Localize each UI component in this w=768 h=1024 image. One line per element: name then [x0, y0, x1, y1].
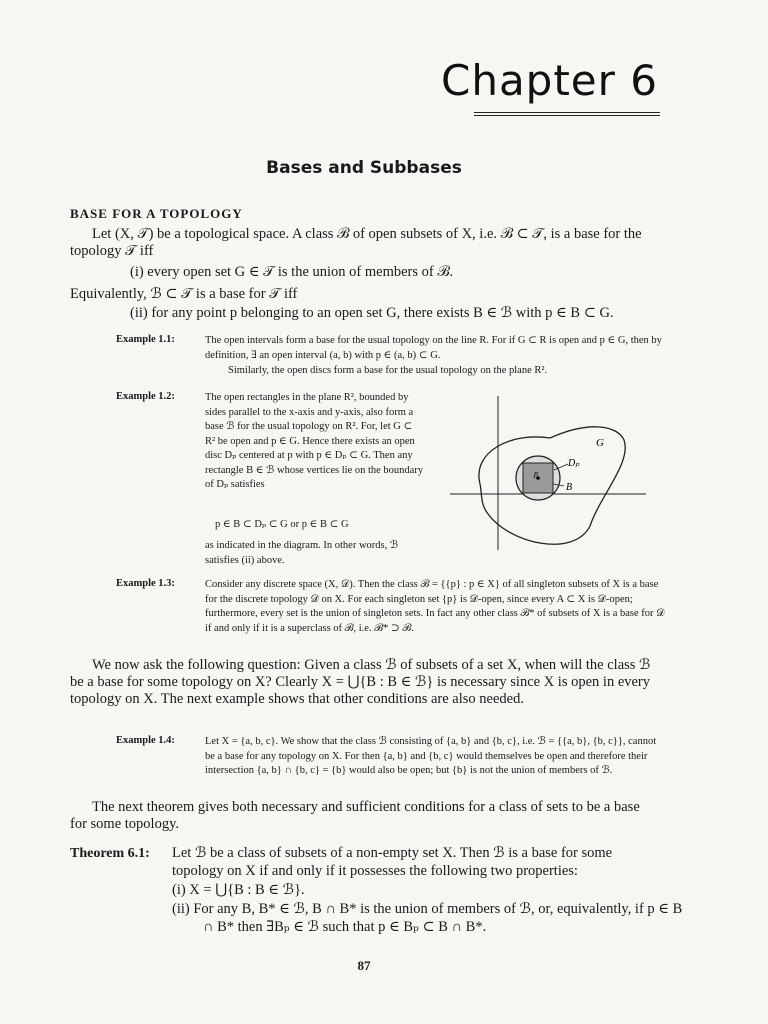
property-ii: (ii) for any point p belonging to an open set G, there exists B ∈ ℬ with p ∈ B ⊂ G.	[130, 305, 614, 321]
section-heading: BASE FOR A TOPOLOGY	[70, 206, 243, 221]
example-text: Similarly, the open discs form a base for the usual topology on the plane R².	[228, 365, 548, 376]
example-label: Example 1.1:	[116, 334, 175, 345]
chapter-title: Bases and Subbases	[266, 158, 462, 178]
label-b: B	[566, 482, 573, 493]
theorem-label: Theorem 6.1:	[70, 846, 150, 861]
chapter-heading: Chapter 6	[441, 56, 658, 105]
label-p: p	[534, 469, 538, 478]
example-label: Example 1.2:	[116, 391, 175, 402]
label-dp: Dₚ	[568, 458, 580, 469]
intro-paragraph: Let (X, 𝒯) be a topological space. A class ℬ of open subsets of X, i.e. ℬ ⊂ 𝒯, is a base for the topology 𝒯 iff	[70, 226, 642, 259]
body-paragraph: We now ask the following question: Given a class ℬ of subsets of a set X, when will the class ℬ be a base for some topology on X? Clearly X = ⋃{B : B ∈ ℬ} is necessary since X is open in every topology on X. The next example shows that other conditions are also needed.	[70, 657, 651, 707]
chapter-rule	[474, 115, 660, 116]
example-text: Consider any discrete space (X, 𝒟). Then the class ℬ = {{p} : p ∈ X} of all singleton subsets of X is a base for the discrete topology 𝒟 on X. For each singleton set {p} is 𝒟-open, since every A ⊂ X is 𝒟-open; furthermore, every set is the union of singleton sets. In fact any other class ℬ* of subsets of X is a base for 𝒟 if and only if it is a superclass of ℬ, i.e. ℬ* ⊃ ℬ.	[205, 579, 665, 634]
theorem-text: Let ℬ be a class of subsets of a non-empty set X. Then ℬ is a base for some topology on X if and only if it possesses the following two properties:	[172, 845, 613, 879]
equivalently-line: Equivalently, ℬ ⊂ 𝒯 is a base for 𝒯 iff	[70, 286, 298, 302]
example-text: Let X = {a, b, c}. We show that the class ℬ consisting of {a, b} and {b, c}, i.e. ℬ = {{a, b}, {b, c}}, cannot be a base for any topology on X. For then {a, b} and {b, c} would themselves be open and therefore their intersection {a, b} ∩ {b, c} = {b} would also be open; but {b} is not the union of members of ℬ.	[205, 736, 657, 776]
label-g: G	[596, 437, 604, 449]
example-label: Example 1.3:	[116, 578, 175, 589]
chapter-rule	[474, 112, 660, 113]
example-text: as indicated in the diagram. In other words, ℬ satisfies (ii) above.	[205, 540, 399, 566]
body-paragraph: The next theorem gives both necessary and sufficient conditions for a class of sets to be a base for some topology.	[70, 799, 640, 832]
theorem-property-i: (i) X = ⋃{B : B ∈ ℬ}.	[172, 882, 305, 898]
disc-rectangle-diagram	[450, 392, 650, 562]
property-i: (i) every open set G ∈ 𝒯 is the union of members of ℬ.	[130, 264, 454, 280]
page-number: 87	[357, 958, 371, 973]
formula: p ∈ B ⊂ Dₚ ⊂ G or p ∈ B ⊂ G	[215, 519, 349, 530]
theorem-property-ii: (ii) For any B, B* ∈ ℬ, B ∩ B* is the union of members of ℬ, or, equivalently, if p ∈ B ∩ B* then ∃Bₚ ∈ ℬ such that p ∈ Bₚ ⊂ B ∩ B*.	[172, 901, 683, 935]
example-text: The open intervals form a base for the usual topology on the line R. For if G ⊂ R is open and p ∈ G, then by definition, ∃ an open interval (a, b) with p ∈ (a, b) ⊂ G.	[205, 335, 662, 361]
example-text: The open rectangles in the plane R², bounded by sides parallel to the x-axis and y-axis, also form a base ℬ for the usual topology on R². For, let G ⊂ R² be open and p ∈ G. Hence there exists an open disc Dₚ centered at p with p ∈ Dₚ ⊂ G. Then any rectangle B ∈ ℬ whose vertices lie on the boundary of Dₚ satisfies	[205, 392, 424, 490]
example-label: Example 1.4:	[116, 735, 175, 746]
